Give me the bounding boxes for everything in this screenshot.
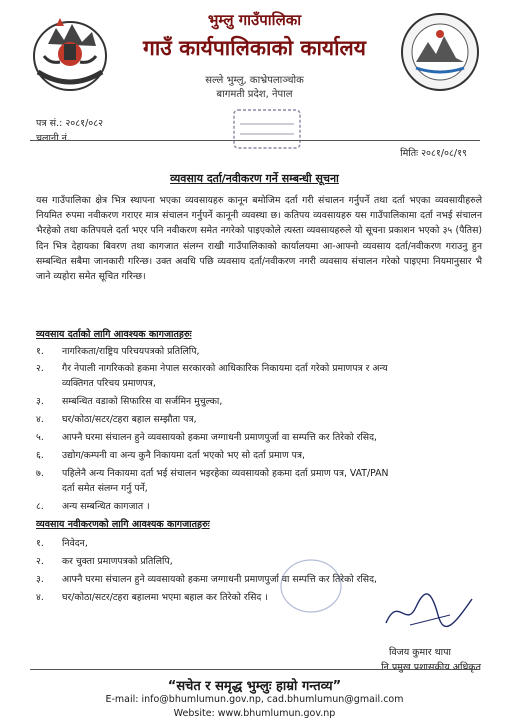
footer-website: Website: www.bhumlumun.gov.np: [173, 708, 336, 719]
footer-slogan: “सचेत र समृद्ध भुम्लुः हाम्रो गन्तव्य”: [167, 679, 342, 694]
signature-icon: [380, 585, 480, 635]
signatory-name: विजय कुमार थापा: [388, 647, 451, 658]
letter-date: मितिः २०८१/०८/१९: [400, 148, 467, 159]
office-address: सल्ले भुम्लु, काभ्रेपलाञ्चोक: [205, 75, 304, 86]
dispatch-number: चलानी नं.: [36, 133, 70, 144]
office-stamp-icon: [232, 106, 302, 152]
notice-title: व्यवसाय दर्ता/नवीकरण गर्ने सम्बन्धी सूचना: [170, 172, 339, 185]
footer-email: E-mail: info@bhumlumun.gov.np, cad.bhumlumun@gmail.com: [105, 694, 404, 705]
signatory-designation: नि.प्रमुख प्रशासकीय अधिकृत: [381, 662, 481, 673]
province-name: बागमती प्रदेश, नेपाल: [216, 89, 293, 100]
registration-heading: व्यवसाय दर्ताको लागि आवश्यक कागजातहरुः: [36, 329, 192, 340]
renewal-heading: व्यवसाय नवीकरणको लागि आवश्यक कागजातहरुः: [36, 519, 210, 530]
round-stamp-icon: [276, 556, 346, 616]
letter-number: पत्र सं.: २०८१/०८२: [36, 118, 104, 129]
municipality-name: भुम्लु गाउँपालिका: [207, 11, 302, 29]
footer-divider: [30, 669, 480, 670]
notice-paragraph: यस गाउँपालिका क्षेत्र भित्र स्थापना भएका व्यवसायहरु कानून बमोजिम दर्ता गरी संचालन गर्नुपर्ने तथा दर्ता भएका व्यवसायीहरुले नियमित रुपमा नवीकरण गराएर मात्र संचालन गर्नुपर्ने कानूनी व्यवस्था छ। कतिपय व्यवसायहरु यस गाउँपालिकामा दर्ता नभई संचालन भैरहेको तथा कतिपयले दर्ता भएर पनि नवीकरण समेत नगरेको पाइएकोले त्यस्ता व्यवसायहरुले यो सूचना प्रकाशन भएको ३५ (पैतिस) दिन भित्र देहायका बिवरण तथा कागजात संलग्न राखी गाउँपालिकाको कार्यालयमा आ-आफ्नो व्यवसाय दर्ता/नवीकरण गराउनु हुन सम्बन्धित सबैमा जानकारी गरिन्छ। उक्त अवधि पछि व्यवसाय दर्ता/नवीकरण नगरी व्यवसाय संचालन गरेको पाइएमा नियमानुसार भै जाने व्यहोरा समेत सूचित गरिन्छ।: [36, 195, 482, 283]
header-divider: [30, 140, 480, 141]
office-name: गाउँ कार्यपालिकाको कार्यालय: [143, 36, 366, 60]
